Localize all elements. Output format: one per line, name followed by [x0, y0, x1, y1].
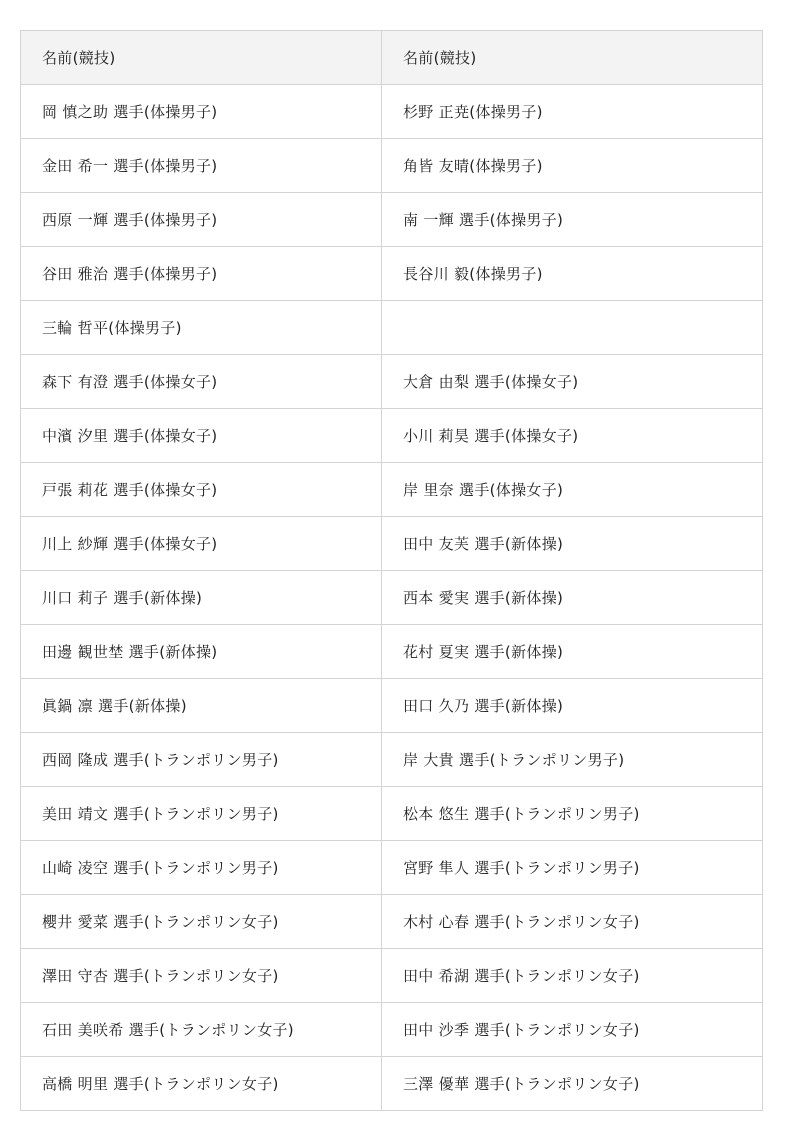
table-row — [21, 1057, 763, 1111]
athlete-cell-right: 岸 里奈 選手(体操女子) — [382, 463, 763, 517]
athlete-cell-right: 宮野 隼人 選手(トランポリン男子) — [382, 841, 763, 895]
athlete-cell-right: 杉野 正尭(体操男子) — [382, 85, 763, 139]
table-row — [21, 517, 763, 571]
athlete-cell-left: 高橋 明里 選手(トランポリン女子) — [21, 1057, 382, 1111]
table-row — [21, 463, 763, 517]
table-row — [21, 679, 763, 733]
athlete-cell-left: 澤田 守杏 選手(トランポリン女子) — [21, 949, 382, 1003]
athlete-cell-left: 金田 希一 選手(体操男子) — [21, 139, 382, 193]
athlete-cell-right: 田中 沙季 選手(トランポリン女子) — [382, 1003, 763, 1057]
athlete-cell-left: 戸張 莉花 選手(体操女子) — [21, 463, 382, 517]
athlete-cell-left: 田邊 観世埜 選手(新体操) — [21, 625, 382, 679]
athlete-cell-left: 美田 靖文 選手(トランポリン男子) — [21, 787, 382, 841]
athlete-cell-right: 長谷川 毅(体操男子) — [382, 247, 763, 301]
athlete-table — [20, 30, 763, 1111]
athlete-cell-right: 田口 久乃 選手(新体操) — [382, 679, 763, 733]
athlete-cell-right: 田中 希湖 選手(トランポリン女子) — [382, 949, 763, 1003]
athlete-cell-right: 角皆 友晴(体操男子) — [382, 139, 763, 193]
athlete-cell-right: 三澤 優華 選手(トランポリン女子) — [382, 1057, 763, 1111]
athlete-cell-left: 眞鍋 凛 選手(新体操) — [21, 679, 382, 733]
table-header — [21, 31, 763, 85]
athlete-cell-left: 山崎 凌空 選手(トランポリン男子) — [21, 841, 382, 895]
table-row — [21, 787, 763, 841]
column-header-name-right: 名前(競技) — [382, 31, 763, 85]
athlete-cell-right: 小川 莉昊 選手(体操女子) — [382, 409, 763, 463]
table-row — [21, 301, 763, 355]
table-row — [21, 895, 763, 949]
table-row — [21, 85, 763, 139]
table-row — [21, 355, 763, 409]
athlete-cell-right: 花村 夏実 選手(新体操) — [382, 625, 763, 679]
athlete-cell-right: 岸 大貴 選手(トランポリン男子) — [382, 733, 763, 787]
table-row — [21, 139, 763, 193]
athlete-cell-right — [382, 301, 763, 355]
athlete-cell-right: 田中 友芙 選手(新体操) — [382, 517, 763, 571]
table-row — [21, 409, 763, 463]
athlete-cell-left: 森下 有澄 選手(体操女子) — [21, 355, 382, 409]
athlete-cell-left: 西原 一輝 選手(体操男子) — [21, 193, 382, 247]
athlete-cell-right: 西本 愛実 選手(新体操) — [382, 571, 763, 625]
table-row — [21, 733, 763, 787]
athlete-cell-left: 谷田 雅治 選手(体操男子) — [21, 247, 382, 301]
athlete-cell-right: 大倉 由梨 選手(体操女子) — [382, 355, 763, 409]
athlete-cell-left: 櫻井 愛菜 選手(トランポリン女子) — [21, 895, 382, 949]
athlete-cell-right: 南 一輝 選手(体操男子) — [382, 193, 763, 247]
table-row — [21, 841, 763, 895]
athlete-cell-left: 中濱 汐里 選手(体操女子) — [21, 409, 382, 463]
header-row — [21, 31, 763, 85]
athlete-cell-right: 松本 悠生 選手(トランポリン男子) — [382, 787, 763, 841]
athlete-cell-right: 木村 心春 選手(トランポリン女子) — [382, 895, 763, 949]
athlete-cell-left: 三輪 哲平(体操男子) — [21, 301, 382, 355]
table-body — [21, 85, 763, 1111]
table-row — [21, 193, 763, 247]
athlete-cell-left: 川口 莉子 選手(新体操) — [21, 571, 382, 625]
table-row — [21, 625, 763, 679]
athlete-cell-left: 川上 紗輝 選手(体操女子) — [21, 517, 382, 571]
athlete-cell-left: 石田 美咲希 選手(トランポリン女子) — [21, 1003, 382, 1057]
athlete-cell-left: 岡 慎之助 選手(体操男子) — [21, 85, 382, 139]
column-header-name-left: 名前(競技) — [21, 31, 382, 85]
table-row — [21, 247, 763, 301]
table-row — [21, 571, 763, 625]
athlete-cell-left: 西岡 隆成 選手(トランポリン男子) — [21, 733, 382, 787]
table-row — [21, 1003, 763, 1057]
table-row — [21, 949, 763, 1003]
